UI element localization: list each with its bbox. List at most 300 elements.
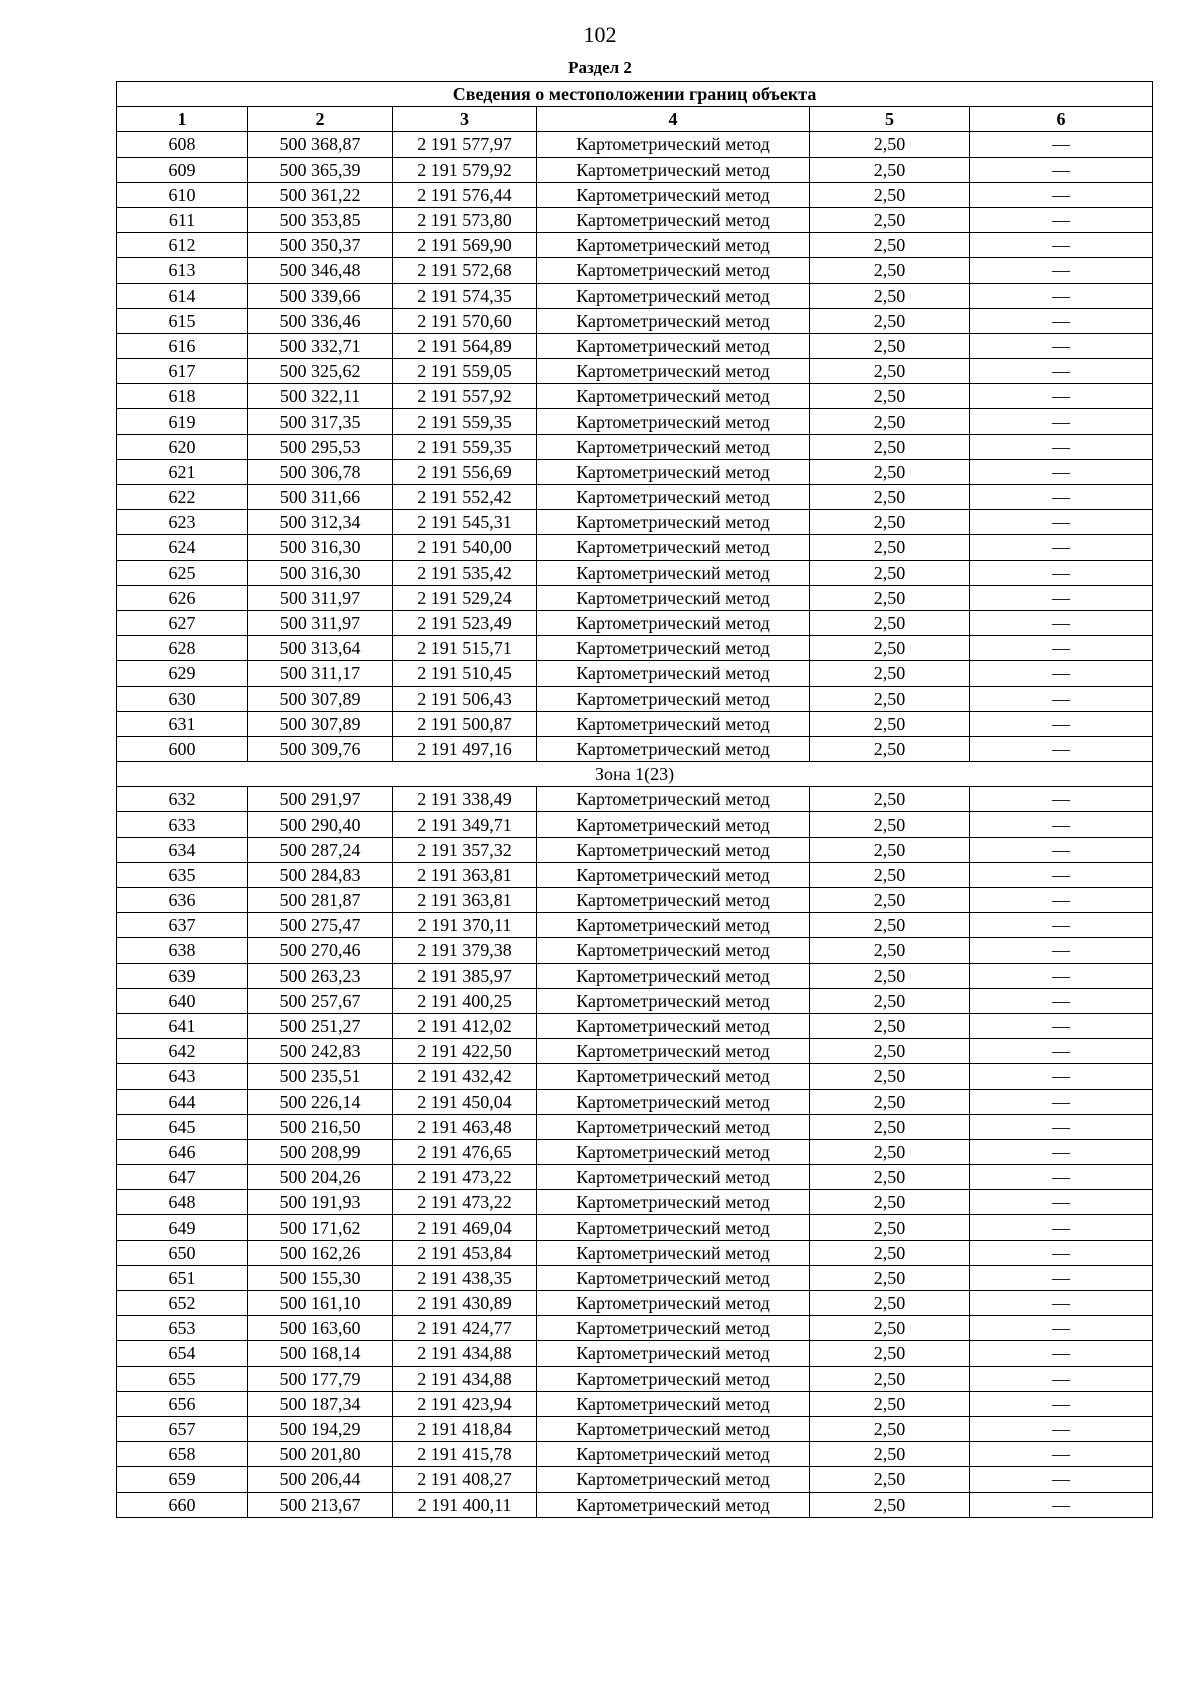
method-cell: Картометрический метод: [537, 1089, 810, 1114]
table-row: [117, 1265, 1153, 1290]
table-row: [117, 1366, 1153, 1391]
accuracy-cell: 2,50: [810, 1165, 970, 1190]
description-cell: —: [970, 459, 1153, 484]
accuracy-cell: 2,50: [810, 585, 970, 610]
description-cell: —: [970, 1139, 1153, 1164]
x-coordinate-cell: 500 290,40: [248, 812, 393, 837]
x-coordinate-cell: 500 206,44: [248, 1467, 393, 1492]
method-cell: Картометрический метод: [537, 988, 810, 1013]
method-cell: Картометрический метод: [537, 1265, 810, 1290]
y-coordinate-cell: 2 191 559,35: [393, 434, 537, 459]
point-number-cell: 654: [117, 1341, 248, 1366]
point-number-cell: 645: [117, 1114, 248, 1139]
y-coordinate-cell: 2 191 473,22: [393, 1165, 537, 1190]
table-row: [117, 837, 1153, 862]
point-number-cell: 610: [117, 182, 248, 207]
accuracy-cell: 2,50: [810, 283, 970, 308]
table-row: [117, 359, 1153, 384]
description-cell: —: [970, 1467, 1153, 1492]
table-row: [117, 585, 1153, 610]
method-cell: Картометрический метод: [537, 862, 810, 887]
y-coordinate-cell: 2 191 506,43: [393, 686, 537, 711]
table-row: [117, 711, 1153, 736]
description-cell: —: [970, 1013, 1153, 1038]
table-row: [117, 1064, 1153, 1089]
description-cell: —: [970, 610, 1153, 635]
accuracy-cell: 2,50: [810, 913, 970, 938]
description-cell: —: [970, 988, 1153, 1013]
description-cell: —: [970, 1039, 1153, 1064]
point-number-cell: 656: [117, 1391, 248, 1416]
description-cell: —: [970, 384, 1153, 409]
description-cell: —: [970, 510, 1153, 535]
description-cell: —: [970, 1416, 1153, 1441]
method-cell: Картометрический метод: [537, 938, 810, 963]
table-row: [117, 434, 1153, 459]
accuracy-cell: 2,50: [810, 837, 970, 862]
accuracy-cell: 2,50: [810, 1240, 970, 1265]
x-coordinate-cell: 500 365,39: [248, 157, 393, 182]
accuracy-cell: 2,50: [810, 560, 970, 585]
point-number-cell: 620: [117, 434, 248, 459]
table-row: [117, 258, 1153, 283]
method-cell: Картометрический метод: [537, 157, 810, 182]
x-coordinate-cell: 500 216,50: [248, 1114, 393, 1139]
y-coordinate-cell: 2 191 545,31: [393, 510, 537, 535]
zone-label: Зона 1(23): [117, 762, 1153, 787]
method-cell: Картометрический метод: [537, 258, 810, 283]
table-row: [117, 233, 1153, 258]
accuracy-cell: 2,50: [810, 384, 970, 409]
y-coordinate-cell: 2 191 500,87: [393, 711, 537, 736]
point-number-cell: 646: [117, 1139, 248, 1164]
y-coordinate-cell: 2 191 453,84: [393, 1240, 537, 1265]
y-coordinate-cell: 2 191 569,90: [393, 233, 537, 258]
y-coordinate-cell: 2 191 415,78: [393, 1442, 537, 1467]
point-number-cell: 648: [117, 1190, 248, 1215]
table-row: [117, 686, 1153, 711]
table-row: [117, 862, 1153, 887]
x-coordinate-cell: 500 251,27: [248, 1013, 393, 1038]
description-cell: —: [970, 1190, 1153, 1215]
y-coordinate-cell: 2 191 400,11: [393, 1492, 537, 1517]
table-row: [117, 459, 1153, 484]
point-number-cell: 611: [117, 207, 248, 232]
description-cell: —: [970, 585, 1153, 610]
table-row: [117, 1341, 1153, 1366]
table-row: [117, 485, 1153, 510]
y-coordinate-cell: 2 191 385,97: [393, 963, 537, 988]
table-caption-row: [117, 82, 1153, 107]
y-coordinate-cell: 2 191 497,16: [393, 736, 537, 761]
description-cell: —: [970, 862, 1153, 887]
description-cell: —: [970, 812, 1153, 837]
method-cell: Картометрический метод: [537, 132, 810, 157]
table-row: [117, 1467, 1153, 1492]
method-cell: Картометрический метод: [537, 1341, 810, 1366]
accuracy-cell: 2,50: [810, 862, 970, 887]
accuracy-cell: 2,50: [810, 333, 970, 358]
description-cell: —: [970, 736, 1153, 761]
description-cell: —: [970, 157, 1153, 182]
table-row: [117, 661, 1153, 686]
accuracy-cell: 2,50: [810, 1114, 970, 1139]
method-cell: Картометрический метод: [537, 535, 810, 560]
point-number-cell: 630: [117, 686, 248, 711]
description-cell: —: [970, 1240, 1153, 1265]
description-cell: —: [970, 258, 1153, 283]
y-coordinate-cell: 2 191 423,94: [393, 1391, 537, 1416]
x-coordinate-cell: 500 291,97: [248, 787, 393, 812]
point-number-cell: 652: [117, 1291, 248, 1316]
method-cell: Картометрический метод: [537, 636, 810, 661]
accuracy-cell: 2,50: [810, 1416, 970, 1441]
accuracy-cell: 2,50: [810, 1013, 970, 1038]
table-row: [117, 938, 1153, 963]
x-coordinate-cell: 500 312,34: [248, 510, 393, 535]
accuracy-cell: 2,50: [810, 1341, 970, 1366]
table-row: [117, 1492, 1153, 1517]
y-coordinate-cell: 2 191 535,42: [393, 560, 537, 585]
method-cell: Картометрический метод: [537, 1467, 810, 1492]
table-row: [117, 913, 1153, 938]
accuracy-cell: 2,50: [810, 686, 970, 711]
point-number-cell: 660: [117, 1492, 248, 1517]
method-cell: Картометрический метод: [537, 1492, 810, 1517]
y-coordinate-cell: 2 191 412,02: [393, 1013, 537, 1038]
accuracy-cell: 2,50: [810, 711, 970, 736]
description-cell: —: [970, 283, 1153, 308]
table-row: [117, 1291, 1153, 1316]
description-cell: —: [970, 1089, 1153, 1114]
table-row: [117, 1165, 1153, 1190]
method-cell: Картометрический метод: [537, 787, 810, 812]
column-header: 1: [117, 107, 248, 132]
method-cell: Картометрический метод: [537, 1190, 810, 1215]
y-coordinate-cell: 2 191 476,65: [393, 1139, 537, 1164]
point-number-cell: 633: [117, 812, 248, 837]
point-number-cell: 635: [117, 862, 248, 887]
y-coordinate-cell: 2 191 430,89: [393, 1291, 537, 1316]
table-row: [117, 963, 1153, 988]
method-cell: Картометрический метод: [537, 333, 810, 358]
x-coordinate-cell: 500 306,78: [248, 459, 393, 484]
point-number-cell: 629: [117, 661, 248, 686]
accuracy-cell: 2,50: [810, 1039, 970, 1064]
point-number-cell: 632: [117, 787, 248, 812]
description-cell: —: [970, 1165, 1153, 1190]
x-coordinate-cell: 500 162,26: [248, 1240, 393, 1265]
method-cell: Картометрический метод: [537, 1215, 810, 1240]
y-coordinate-cell: 2 191 557,92: [393, 384, 537, 409]
y-coordinate-cell: 2 191 379,38: [393, 938, 537, 963]
description-cell: —: [970, 837, 1153, 862]
x-coordinate-cell: 500 155,30: [248, 1265, 393, 1290]
y-coordinate-cell: 2 191 363,81: [393, 888, 537, 913]
point-number-cell: 659: [117, 1467, 248, 1492]
table-row: [117, 1114, 1153, 1139]
y-coordinate-cell: 2 191 338,49: [393, 787, 537, 812]
table-row: [117, 1240, 1153, 1265]
y-coordinate-cell: 2 191 438,35: [393, 1265, 537, 1290]
method-cell: Картометрический метод: [537, 1291, 810, 1316]
method-cell: Картометрический метод: [537, 1391, 810, 1416]
table-row: [117, 1190, 1153, 1215]
description-cell: —: [970, 1265, 1153, 1290]
table-row: [117, 157, 1153, 182]
x-coordinate-cell: 500 263,23: [248, 963, 393, 988]
point-number-cell: 621: [117, 459, 248, 484]
point-number-cell: 649: [117, 1215, 248, 1240]
y-coordinate-cell: 2 191 529,24: [393, 585, 537, 610]
x-coordinate-cell: 500 311,66: [248, 485, 393, 510]
y-coordinate-cell: 2 191 463,48: [393, 1114, 537, 1139]
description-cell: —: [970, 485, 1153, 510]
x-coordinate-cell: 500 307,89: [248, 686, 393, 711]
point-number-cell: 657: [117, 1416, 248, 1441]
point-number-cell: 622: [117, 485, 248, 510]
point-number-cell: 642: [117, 1039, 248, 1064]
accuracy-cell: 2,50: [810, 459, 970, 484]
description-cell: —: [970, 308, 1153, 333]
point-number-cell: 619: [117, 409, 248, 434]
description-cell: —: [970, 686, 1153, 711]
accuracy-cell: 2,50: [810, 661, 970, 686]
y-coordinate-cell: 2 191 510,45: [393, 661, 537, 686]
x-coordinate-cell: 500 322,11: [248, 384, 393, 409]
zone-header-row: [117, 762, 1153, 787]
method-cell: Картометрический метод: [537, 1064, 810, 1089]
method-cell: Картометрический метод: [537, 1442, 810, 1467]
method-cell: Картометрический метод: [537, 686, 810, 711]
table-row: [117, 1139, 1153, 1164]
y-coordinate-cell: 2 191 515,71: [393, 636, 537, 661]
accuracy-cell: 2,50: [810, 1089, 970, 1114]
table-row: [117, 1442, 1153, 1467]
x-coordinate-cell: 500 168,14: [248, 1341, 393, 1366]
table-row: [117, 333, 1153, 358]
y-coordinate-cell: 2 191 469,04: [393, 1215, 537, 1240]
x-coordinate-cell: 500 191,93: [248, 1190, 393, 1215]
accuracy-cell: 2,50: [810, 1467, 970, 1492]
description-cell: —: [970, 888, 1153, 913]
table-row: [117, 1215, 1153, 1240]
y-coordinate-cell: 2 191 570,60: [393, 308, 537, 333]
description-cell: —: [970, 1291, 1153, 1316]
table-row: [117, 1039, 1153, 1064]
description-cell: —: [970, 333, 1153, 358]
method-cell: Картометрический метод: [537, 1139, 810, 1164]
method-cell: Картометрический метод: [537, 283, 810, 308]
method-cell: Картометрический метод: [537, 510, 810, 535]
column-header: 5: [810, 107, 970, 132]
x-coordinate-cell: 500 311,17: [248, 661, 393, 686]
y-coordinate-cell: 2 191 559,05: [393, 359, 537, 384]
x-coordinate-cell: 500 295,53: [248, 434, 393, 459]
point-number-cell: 614: [117, 283, 248, 308]
x-coordinate-cell: 500 177,79: [248, 1366, 393, 1391]
y-coordinate-cell: 2 191 576,44: [393, 182, 537, 207]
description-cell: —: [970, 661, 1153, 686]
table-row: [117, 308, 1153, 333]
table-row: [117, 812, 1153, 837]
x-coordinate-cell: 500 361,22: [248, 182, 393, 207]
point-number-cell: 609: [117, 157, 248, 182]
method-cell: Картометрический метод: [537, 308, 810, 333]
point-number-cell: 640: [117, 988, 248, 1013]
page-number: 102: [583, 22, 617, 47]
accuracy-cell: 2,50: [810, 1442, 970, 1467]
accuracy-cell: 2,50: [810, 1291, 970, 1316]
x-coordinate-cell: 500 368,87: [248, 132, 393, 157]
table-row: [117, 988, 1153, 1013]
point-number-cell: 641: [117, 1013, 248, 1038]
method-cell: Картометрический метод: [537, 1165, 810, 1190]
point-number-cell: 628: [117, 636, 248, 661]
description-cell: —: [970, 207, 1153, 232]
table-row: [117, 132, 1153, 157]
point-number-cell: 658: [117, 1442, 248, 1467]
point-number-cell: 613: [117, 258, 248, 283]
method-cell: Картометрический метод: [537, 812, 810, 837]
point-number-cell: 617: [117, 359, 248, 384]
x-coordinate-cell: 500 194,29: [248, 1416, 393, 1441]
accuracy-cell: 2,50: [810, 157, 970, 182]
table-caption: Сведения о местоположении границ объекта: [117, 82, 1153, 107]
accuracy-cell: 2,50: [810, 182, 970, 207]
method-cell: Картометрический метод: [537, 661, 810, 686]
method-cell: Картометрический метод: [537, 459, 810, 484]
y-coordinate-cell: 2 191 523,49: [393, 610, 537, 635]
point-number-cell: 615: [117, 308, 248, 333]
method-cell: Картометрический метод: [537, 1240, 810, 1265]
description-cell: —: [970, 1341, 1153, 1366]
table-row: [117, 1316, 1153, 1341]
y-coordinate-cell: 2 191 564,89: [393, 333, 537, 358]
accuracy-cell: 2,50: [810, 359, 970, 384]
method-cell: Картометрический метод: [537, 1416, 810, 1441]
accuracy-cell: 2,50: [810, 510, 970, 535]
method-cell: Картометрический метод: [537, 1039, 810, 1064]
table-row: [117, 283, 1153, 308]
table-body: [117, 132, 1153, 1517]
column-header: 4: [537, 107, 810, 132]
table-row: [117, 787, 1153, 812]
accuracy-cell: 2,50: [810, 736, 970, 761]
accuracy-cell: 2,50: [810, 132, 970, 157]
y-coordinate-cell: 2 191 559,35: [393, 409, 537, 434]
method-cell: Картометрический метод: [537, 1316, 810, 1341]
accuracy-cell: 2,50: [810, 1265, 970, 1290]
table-row: [117, 888, 1153, 913]
description-cell: —: [970, 1492, 1153, 1517]
x-coordinate-cell: 500 163,60: [248, 1316, 393, 1341]
y-coordinate-cell: 2 191 434,88: [393, 1366, 537, 1391]
description-cell: —: [970, 1215, 1153, 1240]
x-coordinate-cell: 500 201,80: [248, 1442, 393, 1467]
y-coordinate-cell: 2 191 579,92: [393, 157, 537, 182]
point-number-cell: 653: [117, 1316, 248, 1341]
x-coordinate-cell: 500 226,14: [248, 1089, 393, 1114]
x-coordinate-cell: 500 161,10: [248, 1291, 393, 1316]
point-number-cell: 647: [117, 1165, 248, 1190]
accuracy-cell: 2,50: [810, 1139, 970, 1164]
y-coordinate-cell: 2 191 424,77: [393, 1316, 537, 1341]
x-coordinate-cell: 500 317,35: [248, 409, 393, 434]
x-coordinate-cell: 500 213,67: [248, 1492, 393, 1517]
table-row: [117, 610, 1153, 635]
x-coordinate-cell: 500 313,64: [248, 636, 393, 661]
y-coordinate-cell: 2 191 363,81: [393, 862, 537, 887]
y-coordinate-cell: 2 191 577,97: [393, 132, 537, 157]
description-cell: —: [970, 787, 1153, 812]
point-number-cell: 608: [117, 132, 248, 157]
column-header: 3: [393, 107, 537, 132]
method-cell: Картометрический метод: [537, 384, 810, 409]
accuracy-cell: 2,50: [810, 535, 970, 560]
accuracy-cell: 2,50: [810, 485, 970, 510]
table-row: [117, 535, 1153, 560]
x-coordinate-cell: 500 325,62: [248, 359, 393, 384]
x-coordinate-cell: 500 350,37: [248, 233, 393, 258]
table-row: [117, 1391, 1153, 1416]
y-coordinate-cell: 2 191 370,11: [393, 913, 537, 938]
accuracy-cell: 2,50: [810, 308, 970, 333]
point-number-cell: 639: [117, 963, 248, 988]
accuracy-cell: 2,50: [810, 1391, 970, 1416]
column-header: 6: [970, 107, 1153, 132]
method-cell: Картометрический метод: [537, 182, 810, 207]
accuracy-cell: 2,50: [810, 1366, 970, 1391]
accuracy-cell: 2,50: [810, 409, 970, 434]
description-cell: —: [970, 1064, 1153, 1089]
description-cell: —: [970, 132, 1153, 157]
x-coordinate-cell: 500 311,97: [248, 610, 393, 635]
x-coordinate-cell: 500 309,76: [248, 736, 393, 761]
description-cell: —: [970, 1316, 1153, 1341]
point-number-cell: 624: [117, 535, 248, 560]
accuracy-cell: 2,50: [810, 812, 970, 837]
x-coordinate-cell: 500 339,66: [248, 283, 393, 308]
method-cell: Картометрический метод: [537, 585, 810, 610]
accuracy-cell: 2,50: [810, 434, 970, 459]
point-number-cell: 616: [117, 333, 248, 358]
point-number-cell: 626: [117, 585, 248, 610]
x-coordinate-cell: 500 287,24: [248, 837, 393, 862]
y-coordinate-cell: 2 191 556,69: [393, 459, 537, 484]
point-number-cell: 627: [117, 610, 248, 635]
y-coordinate-cell: 2 191 450,04: [393, 1089, 537, 1114]
accuracy-cell: 2,50: [810, 1215, 970, 1240]
x-coordinate-cell: 500 235,51: [248, 1064, 393, 1089]
y-coordinate-cell: 2 191 540,00: [393, 535, 537, 560]
y-coordinate-cell: 2 191 434,88: [393, 1341, 537, 1366]
boundary-coordinates-table: [116, 81, 1153, 1518]
method-cell: Картометрический метод: [537, 1013, 810, 1038]
method-cell: Картометрический метод: [537, 434, 810, 459]
point-number-cell: 618: [117, 384, 248, 409]
method-cell: Картометрический метод: [537, 233, 810, 258]
x-coordinate-cell: 500 336,46: [248, 308, 393, 333]
x-coordinate-cell: 500 208,99: [248, 1139, 393, 1164]
description-cell: —: [970, 636, 1153, 661]
table-row: [117, 207, 1153, 232]
x-coordinate-cell: 500 171,62: [248, 1215, 393, 1240]
point-number-cell: 634: [117, 837, 248, 862]
y-coordinate-cell: 2 191 432,42: [393, 1064, 537, 1089]
description-cell: —: [970, 560, 1153, 585]
method-cell: Картометрический метод: [537, 1366, 810, 1391]
